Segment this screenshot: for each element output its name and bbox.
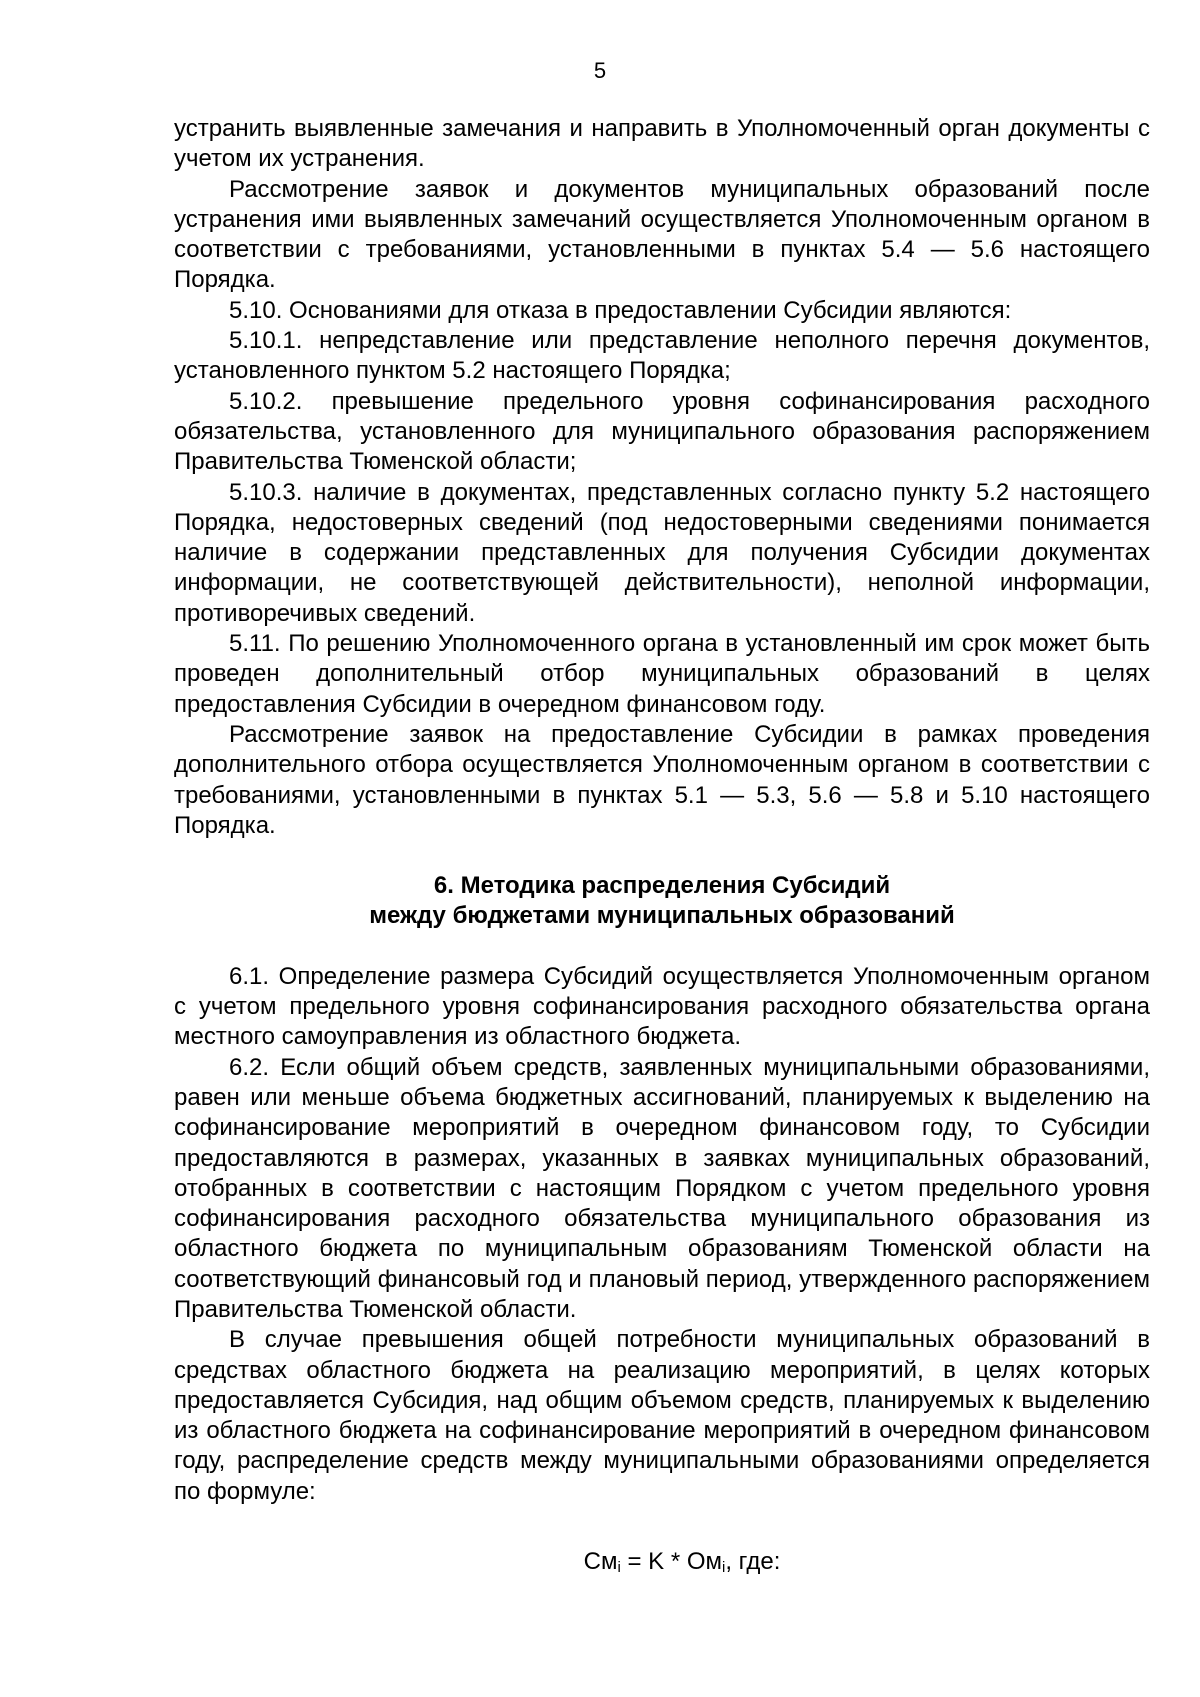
paragraph-group-section-6 xyxy=(174,962,1150,1507)
paragraph: Рассмотрение заявок на предоставление Субсидии в рамках проведения дополнительного отбора осуществляется Уполномоченным органом в соответствии с требованиями, установленными в пунктах 5.1 — 5.3, 5.6 — 5.8 и 5.10 настоящего Порядка. xyxy=(174,720,1150,839)
paragraph: 5.10. Основаниями для отказа в предоставлении Субсидии являются: xyxy=(229,296,1012,324)
document-body xyxy=(174,114,1150,1583)
paragraph: 6.1. Определение размера Субсидий осуществляется Уполномоченным органом с учетом предельного уровня софинансирования расходного обязательства органа местного самоуправления из областного бюджета. xyxy=(174,962,1150,1051)
formula-lhs-subscript: i xyxy=(617,1559,621,1577)
formula xyxy=(174,1547,1150,1583)
paragraph: Рассмотрение заявок и документов муниципальных образований после устранения ими выявленных замечаний осуществляется Уполномоченным органом в соответствии с требованиями, установленными в пунктах 5.4 — 5.6 настоящего Порядка. xyxy=(174,175,1150,294)
formula-lhs: См xyxy=(583,1548,618,1576)
paragraph: 6.2. Если общий объем средств, заявленных муниципальными образованиями, равен или меньше объема бюджетных ассигнований, планируемых к выделению на софинансирование мероприятий в очередном финансовом году, то Субсидии предоставляются в размерах, указанных в заявках муниципальных образований, отобранных в соответствии с настоящим Порядком с учетом предельного уровня софинансирования расходного обязательства муниципального образования из областного бюджета по муниципальным образованиям Тюменской области на соответствующий финансовый год и плановый период, утвержденного распоряжением Правительства Тюменской области. xyxy=(174,1053,1150,1323)
formula-tail: , где: xyxy=(725,1548,781,1576)
page-number: 5 xyxy=(593,58,607,83)
section-heading-line-1: 6. Методика распределения Субсидий xyxy=(433,872,891,900)
section-heading xyxy=(174,871,1150,932)
formula-rhs-subscript: i xyxy=(722,1559,726,1577)
paragraph: 5.11. По решению Уполномоченного органа в установленный им срок может быть проведен дополнительный отбор муниципальных образований в целях предоставления Субсидии в очередном финансовом году. xyxy=(174,630,1150,718)
formula-middle: = K * Ом xyxy=(620,1548,722,1576)
section-heading-line-2: между бюджетами муниципальных образований xyxy=(369,902,955,930)
paragraph: В случае превышения общей потребности муниципальных образований в средствах областного бюджета на реализацию мероприятий, в целях которых предоставляется Субсидия, над общим объемом средств, планируемых к выделению из областного бюджета на софинансирование мероприятий в очередном финансовом году, распределение средств между муниципальными образованиями определяется по формуле: xyxy=(174,1326,1150,1505)
paragraph: 5.10.2. превышение предельного уровня софинансирования расходного обязательства, установленного для муниципального образования распоряжением Правительства Тюменской области; xyxy=(174,387,1150,476)
paragraph-group-section-5 xyxy=(174,114,1150,841)
paragraph: устранить выявленные замечания и направить в Уполномоченный орган документы с учетом их устранения. xyxy=(174,115,1150,173)
paragraph: 5.10.3. наличие в документах, представленных согласно пункту 5.2 настоящего Порядка, недостоверных сведений (под недостоверными сведениями понимается наличие в содержании представленных для получения Субсидии документах информации, не соответствующей действительности), неполной информации, противоречивых сведений. xyxy=(174,478,1150,627)
paragraph: 5.10.1. непредставление или представление неполного перечня документов, установленного пунктом 5.2 настоящего Порядка; xyxy=(174,327,1150,385)
